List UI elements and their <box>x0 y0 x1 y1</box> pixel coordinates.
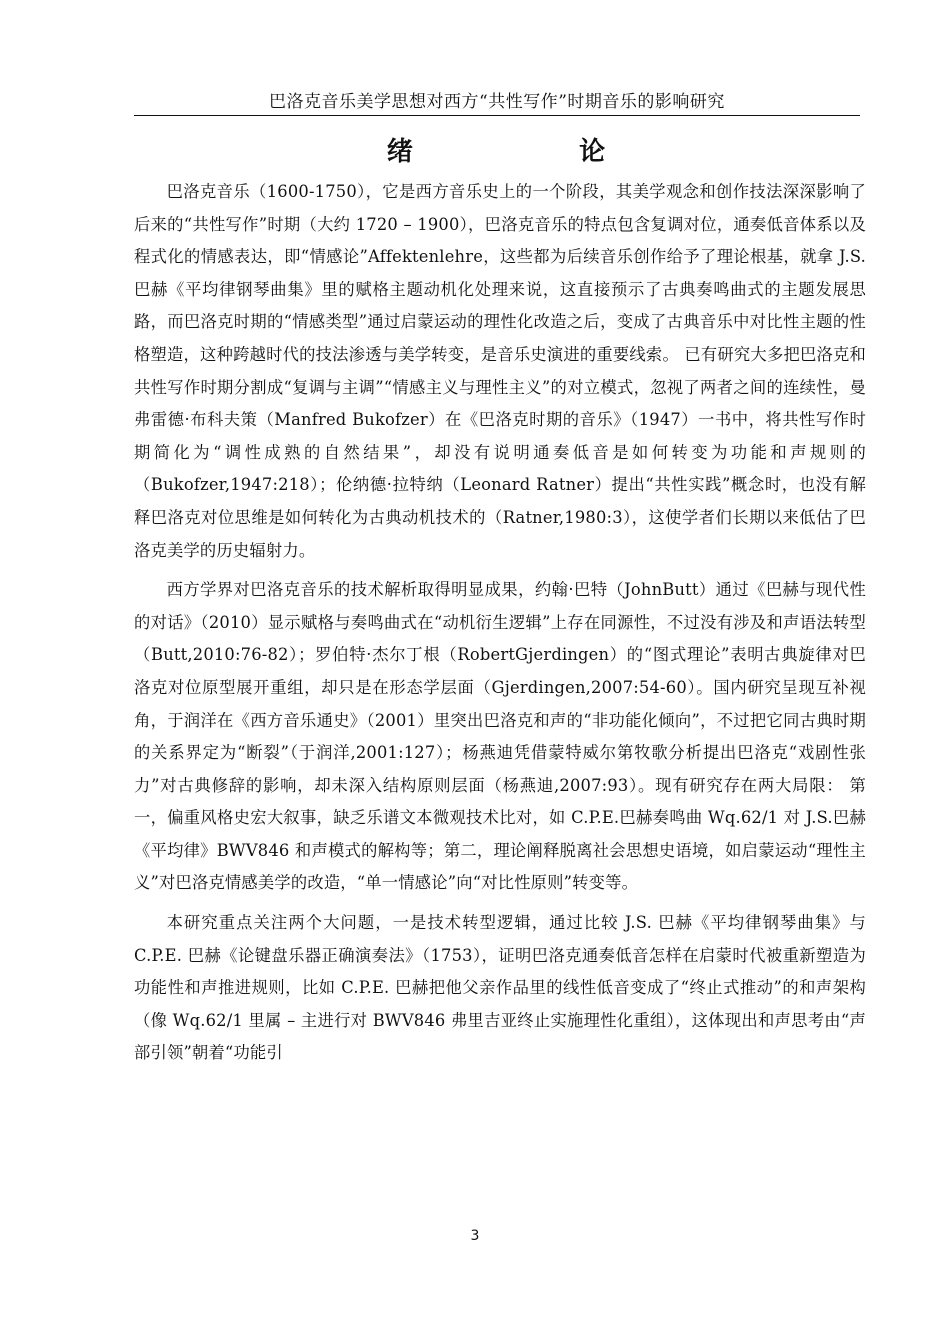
body-text <box>134 176 866 1077</box>
paragraph-2: 西方学界对巴洛克音乐的技术解析取得明显成果，约翰·巴特（JohnButt）通过《巴赫与现代性的对话》（2010）显示赋格与奏鸣曲式在“动机衍生逻辑”上存在同源性，不过没有涉及和声语法转型（Butt,2010:76-82）；罗伯特·杰尔丁根（RobertGjerdingen）的“图式理论”表明古典旋律对巴洛克对位原型展开重组，却只是在形态学层面（Gjerdingen,2007:54-60）。国内研究呈现互补视角，于润洋在《西方音乐通史》（2001）里突出巴洛克和声的“非功能化倾向”，不过把它同古典时期的关系界定为“断裂”（于润洋,2001:127）；杨燕迪凭借蒙特威尔第牧歌分析提出巴洛克“戏剧性张力”对古典修辞的影响，却未深入结构原则层面（杨燕迪,2007:93）。现有研究存在两大局限： 第一，偏重风格史宏大叙事，缺乏乐谱文本微观技术比对，如 C.P.E.巴赫奏鸣曲 Wq.62/1 对 J.S.巴赫《平均律》BWV846 和声模式的解构等；第二，理论阐释脱离社会思想史语境，如启蒙运动“理性主义”对巴洛克情感美学的改造，“单一情感论”向“对比性原则”转变等。 <box>134 580 866 893</box>
paragraph-1: 巴洛克音乐（1600-1750），它是西方音乐史上的一个阶段，其美学观念和创作技法深深影响了后来的“共性写作”时期（大约 1720 – 1900），巴洛克音乐的特点包含复调对位，通奏低音体系以及程式化的情感表达，即“情感论”Affektenlehre，这些都为后续音乐创作给予了理论根基，就拿 J.S.巴赫《平均律钢琴曲集》里的赋格主题动机化处理来说，这直接预示了古典奏鸣曲式的主题发展思路，而巴洛克时期的“情感类型”通过启蒙运动的理性化改造之后，变成了古典音乐中对比性主题的性格塑造，这种跨越时代的技法渗透与美学转变，是音乐史演进的重要线索。 已有研究大多把巴洛克和共性写作时期分割成“复调与主调”“情感主义与理性主义”的对立模式，忽视了两者之间的连续性，曼弗雷德·布科夫策（Manfred Bukofzer）在《巴洛克时期的音乐》（1947）一书中，将共性写作时期简化为“调性成熟的自然结果”，却没有说明通奏低音是如何转变为功能和声规则的（Bukofzer,1947:218）；伦纳德·拉特纳（Leonard Ratner）提出“共性实践”概念时，也没有解释巴洛克对位思维是如何转化为古典动机技术的（Ratner,1980:3），这使学者们长期以来低估了巴洛克美学的历史辐射力。 <box>134 182 866 560</box>
header-rule <box>134 115 860 116</box>
paragraph-3: 本研究重点关注两个大问题，一是技术转型逻辑，通过比较 J.S. 巴赫《平均律钢琴曲集》与 C.P.E. 巴赫《论键盘乐器正确演奏法》（1753），证明巴洛克通奏低音怎样在启蒙时代被重新塑造为功能性和声推进规则，比如 C.P.E. 巴赫把他父亲作品里的线性低音变成了“终止式推动”的和声架构（像 Wq.62/1 里属 – 主进行对 BWV846 弗里吉亚终止实施理性化重组），这体现出和声思考由“声部引领”朝着“功能引 <box>134 913 866 1063</box>
page-number: 3 <box>470 1228 480 1244</box>
chapter-title: 绪 论 <box>386 137 608 167</box>
running-header-title: 巴洛克音乐美学思想对西方“共性写作”时期音乐的影响研究 <box>269 92 725 112</box>
